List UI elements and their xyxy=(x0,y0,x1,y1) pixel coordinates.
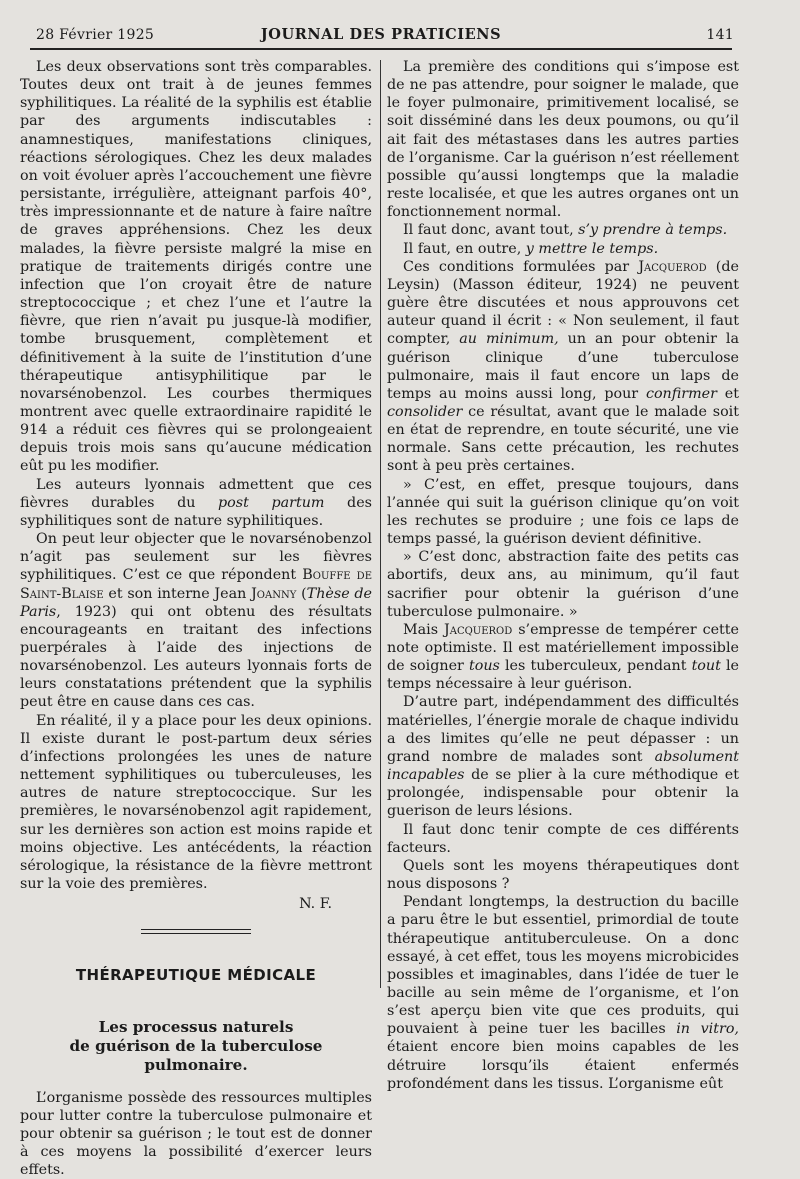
paragraph: Mais Jacquerod s’empresse de tempérer cette note optimiste. Il est matériellement impossible de soigner tous les tuberculeux, pendant tout le temps nécessaire à leur guérison. xyxy=(387,621,739,694)
header-page-number: 141 xyxy=(706,27,734,43)
paragraph: En réalité, il y a place pour les deux opinions. Il existe durant le post-partum deux séries d’infections prolongées les unes de nature nettement syphilitiques ou tuberculeuses, les autres de nature streptococcique. Sur les premières, le novarsénobenzol agit rapidement, sur les dernières son action est moins rapide et moins objective. Les antécédents, la réaction sérologique, la résistance de la fièvre mettront sur la voie des premières. xyxy=(20,712,372,894)
column-divider xyxy=(380,60,381,988)
right-column xyxy=(387,58,739,1048)
paragraph: Quels sont les moyens thérapeutiques dont nous disposons ? xyxy=(387,857,739,893)
paragraph: Les deux observations sont très comparables. Toutes deux ont trait à de jeunes femmes syphilitiques. La réalité de la syphilis est établie par des arguments indiscutables : anamnestiques, manifestations cliniques, réactions sérologiques. Chez les deux malades on voit évoluer après l’accouchement une fièvre persistante, irrégulière, atteignant parfois 40°, très impressionnante et de nature à faire naître de graves appréhensions. Chez les deux malades, la fièvre persiste malgré la mise en pratique de traitements dirigés contre une infection que l’on croyait être de nature streptococcique ; et chez l’une et l’autre la fièvre, que rien n’avait pu jusque-là modifier, tombe brusquement, complètement et définitivement à la suite de l’institution d’une thérapeutique antisyphilitique par le novarsénobenzol. Les courbes thermiques montrent avec quelle extraordinaire rapidité le 914 a réduit ces fièvres qui se prolongeaient depuis trois mois sans qu’aucune médication eût pu les modifier. xyxy=(20,58,372,476)
paragraph: Il faut donc tenir compte de ces différents facteurs. xyxy=(387,821,739,857)
header-journal-title: JOURNAL DES PRATICIENS xyxy=(30,26,732,43)
header-date: 28 Février 1925 xyxy=(36,27,154,43)
paragraph: On peut leur objecter que le novarsénobenzol n’agit pas seulement sur les fièvres syphilitiques. C’est ce que répondent Bouffe de Saint-Blaise et son interne Jean Joanny (Thèse de Paris, 1923) qui ont obtenu des résultats encourageants en traitant des infections puerpérales à l’aide des injections de novarsénobenzol. Les auteurs lyonnais forts de leurs constatations prétendent que la syphilis peut être en cause dans ces cas. xyxy=(20,530,372,712)
page-header xyxy=(30,20,732,50)
paragraph: » C’est, en effet, presque toujours, dans l’année qui suit la guérison clinique qu’on voit les rechutes se produire ; une fois ce laps de temps passé, la guérison devient définitive. xyxy=(387,476,739,549)
paragraph: D’autre part, indépendamment des difficultés matérielles, l’énergie morale de chaque individu a des limites qu’elle ne peut dépasser : un grand nombre de malades sont absolument incapables de se plier à la cure méthodique et prolongée, indispensable pour obtenir la guerison de leurs lésions. xyxy=(387,693,739,820)
paragraph: L’organisme possède des ressources multiples pour lutter contre la tuberculose pulmonaire et pour obtenir sa guérison ; le tout est de donner à ces moyens la possibilité d’exercer leurs effets. xyxy=(20,1089,372,1179)
paragraph: Les auteurs lyonnais admettent que ces fièvres durables du post partum des syphilitiques sont de nature syphilitiques. xyxy=(20,476,372,530)
paragraph: » C’est donc, abstraction faite des petits cas abortifs, deux ans, au minimum, qu’il faut sacrifier pour obtenir la guérison d’une tuberculose pulmonaire. » xyxy=(387,548,739,621)
paragraph: Il faut, en outre, y mettre le temps. xyxy=(387,240,739,258)
double-rule-divider xyxy=(141,929,251,934)
section-title: THÉRAPEUTIQUE MÉDICALE xyxy=(20,966,372,984)
author-signature: N. F. xyxy=(20,895,372,913)
article-title: Les processus naturels de guérison de la tuberculose pulmonaire. xyxy=(20,1018,372,1075)
paragraph: Ces conditions formulées par Jacquerod (de Leysin) (Masson éditeur, 1924) ne peuvent guère être discutées et nous approuvons cet auteur quand il écrit : « Non seulement, il faut compter, au minimum, un an pour obtenir la guérison clinique d’une tuberculose pulmonaire, mais il faut encore un laps de temps au moins aussi long, pour confirmer et consolider ce résultat, avant que le malade soit en état de reprendre, en toute sécurité, une vie normale. Sans cette précaution, les rechutes sont à peu près certaines. xyxy=(387,258,739,476)
paragraph: Pendant longtemps, la destruction du bacille a paru être le but essentiel, primordial de toute thérapeutique antituberculeuse. On a donc essayé, à cet effet, tous les moyens microbicides possibles et imaginables, dans l’idée de tuer le bacille au sein même de l’organisme, et l’on s’est aperçu bien vite que ces produits, qui pouvaient à peine tuer les bacilles in vitro, étaient encore bien moins capables de les détruire lorsqu’ils étaient enfermés profondément dans les tissus. L’organisme eût xyxy=(387,893,739,1093)
left-column xyxy=(20,58,372,1048)
paragraph: Il faut donc, avant tout, s’y prendre à temps. xyxy=(387,221,739,239)
paragraph: La première des conditions qui s’impose est de ne pas attendre, pour soigner le malade, que le foyer pulmonaire, primitivement localisé, se soit disséminé dans les deux poumons, ou qu’il ait fait des métastases dans les autres parties de l’organisme. Car la guérison n’est réellement possible qu’aussi longtemps que la maladie reste localisée, et que les autres organes ont un fonctionnement normal. xyxy=(387,58,739,221)
